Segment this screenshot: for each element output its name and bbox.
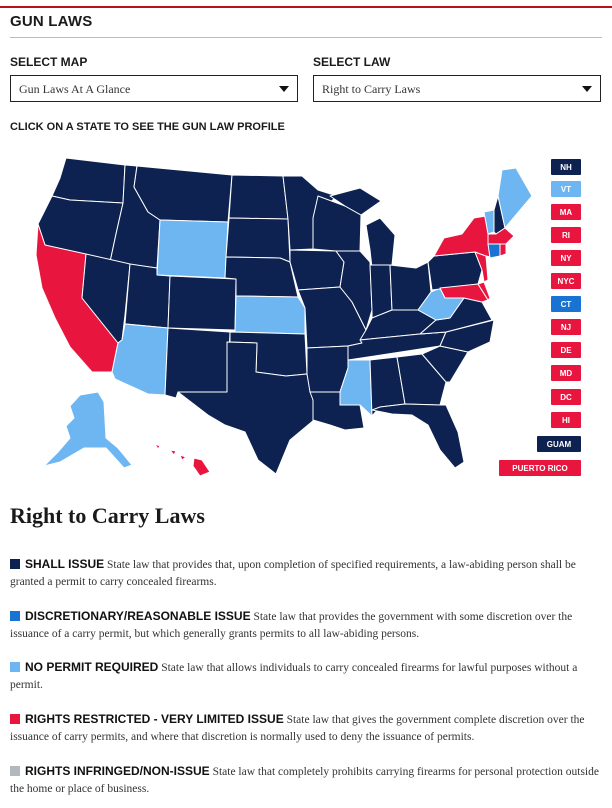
state-ak[interactable] bbox=[44, 392, 132, 468]
state-fl[interactable] bbox=[372, 404, 464, 468]
legend-term: RIGHTS RESTRICTED - VERY LIMITED ISSUE bbox=[25, 712, 284, 726]
legend-description: State law that provides the government with some discretion over the issuance of a carry permit, but which generally grants permits to all law-abiding persons. bbox=[10, 611, 573, 640]
legend-description: State law that provides that, upon completion of specified requirements, a law-abiding person shall be granted a permit to carry concealed firearms. bbox=[10, 559, 576, 588]
select-map-dropdown[interactable] bbox=[10, 75, 298, 102]
state-button-puerto-rico[interactable]: PUERTO RICO bbox=[499, 460, 581, 476]
state-button-guam[interactable]: GUAM bbox=[537, 436, 581, 452]
state-button-hi[interactable]: HI bbox=[551, 412, 581, 428]
legend-heading: Right to Carry Laws bbox=[10, 503, 205, 528]
legend-description: State law that allows individuals to carry concealed firearms for lawful purposes without a permit. bbox=[10, 662, 578, 691]
state-sd[interactable] bbox=[226, 218, 290, 262]
legend-swatch bbox=[10, 559, 20, 569]
title-divider bbox=[10, 37, 602, 38]
state-button-md[interactable]: MD bbox=[551, 365, 581, 381]
state-button-nj[interactable]: NJ bbox=[551, 319, 581, 335]
chevron-down-icon bbox=[582, 86, 592, 92]
legend-item-infringed bbox=[10, 763, 606, 798]
state-me[interactable] bbox=[498, 168, 532, 228]
legend-item-discretionary bbox=[10, 608, 606, 643]
legend-swatch bbox=[10, 766, 20, 776]
page-title: GUN LAWS bbox=[10, 13, 93, 30]
state-ia[interactable] bbox=[290, 250, 344, 290]
legend-item-no-permit bbox=[10, 659, 606, 694]
state-button-ma[interactable]: MA bbox=[551, 204, 581, 220]
select-law-label: SELECT LAW bbox=[313, 55, 391, 69]
us-map bbox=[0, 140, 612, 485]
legend-term: DISCRETIONARY/REASONABLE ISSUE bbox=[25, 609, 251, 623]
state-button-nyc[interactable]: NYC bbox=[551, 273, 581, 289]
top-accent-bar bbox=[0, 6, 612, 8]
state-button-ny[interactable]: NY bbox=[551, 250, 581, 266]
state-ct[interactable] bbox=[488, 244, 500, 258]
legend-description: State law that completely prohibits carrying firearms for personal protection outside the home or place of business. bbox=[10, 766, 599, 795]
state-co[interactable] bbox=[168, 276, 236, 330]
state-hi[interactable] bbox=[155, 444, 210, 476]
map-instruction: CLICK ON A STATE TO SEE THE GUN LAW PROFILE bbox=[10, 121, 285, 133]
select-map-label: SELECT MAP bbox=[10, 55, 88, 69]
state-wy[interactable] bbox=[157, 220, 228, 278]
state-wa[interactable] bbox=[52, 158, 125, 203]
chevron-down-icon bbox=[279, 86, 289, 92]
state-ri[interactable] bbox=[500, 244, 506, 256]
select-map-value: Gun Laws At A Glance bbox=[19, 82, 131, 96]
state-button-vt[interactable]: VT bbox=[551, 181, 581, 197]
state-button-dc[interactable]: DC bbox=[551, 389, 581, 405]
state-nd[interactable] bbox=[229, 175, 288, 219]
select-law-value: Right to Carry Laws bbox=[322, 82, 421, 96]
legend-term: RIGHTS INFRINGED/NON-ISSUE bbox=[25, 764, 210, 778]
legend-item-shall-issue bbox=[10, 556, 606, 591]
state-button-nh[interactable]: NH bbox=[551, 159, 581, 175]
legend-description: State law that gives the government complete discretion over the issuance of carry permits, and where that discretion is normally used to deny the issuance of permits. bbox=[10, 714, 585, 743]
legend-item-restricted bbox=[10, 711, 606, 746]
legend-swatch bbox=[10, 714, 20, 724]
legend-term: SHALL ISSUE bbox=[25, 557, 105, 571]
state-in[interactable] bbox=[370, 265, 392, 318]
state-button-de[interactable]: DE bbox=[551, 342, 581, 358]
legend-swatch bbox=[10, 662, 20, 672]
legend-swatch bbox=[10, 611, 20, 621]
state-button-ct[interactable]: CT bbox=[551, 296, 581, 312]
state-ne[interactable] bbox=[225, 257, 298, 297]
state-button-ri[interactable]: RI bbox=[551, 227, 581, 243]
legend-term: NO PERMIT REQUIRED bbox=[25, 660, 159, 674]
select-law-dropdown[interactable] bbox=[313, 75, 601, 102]
state-ks[interactable] bbox=[235, 296, 305, 334]
state-nm[interactable] bbox=[165, 328, 230, 398]
